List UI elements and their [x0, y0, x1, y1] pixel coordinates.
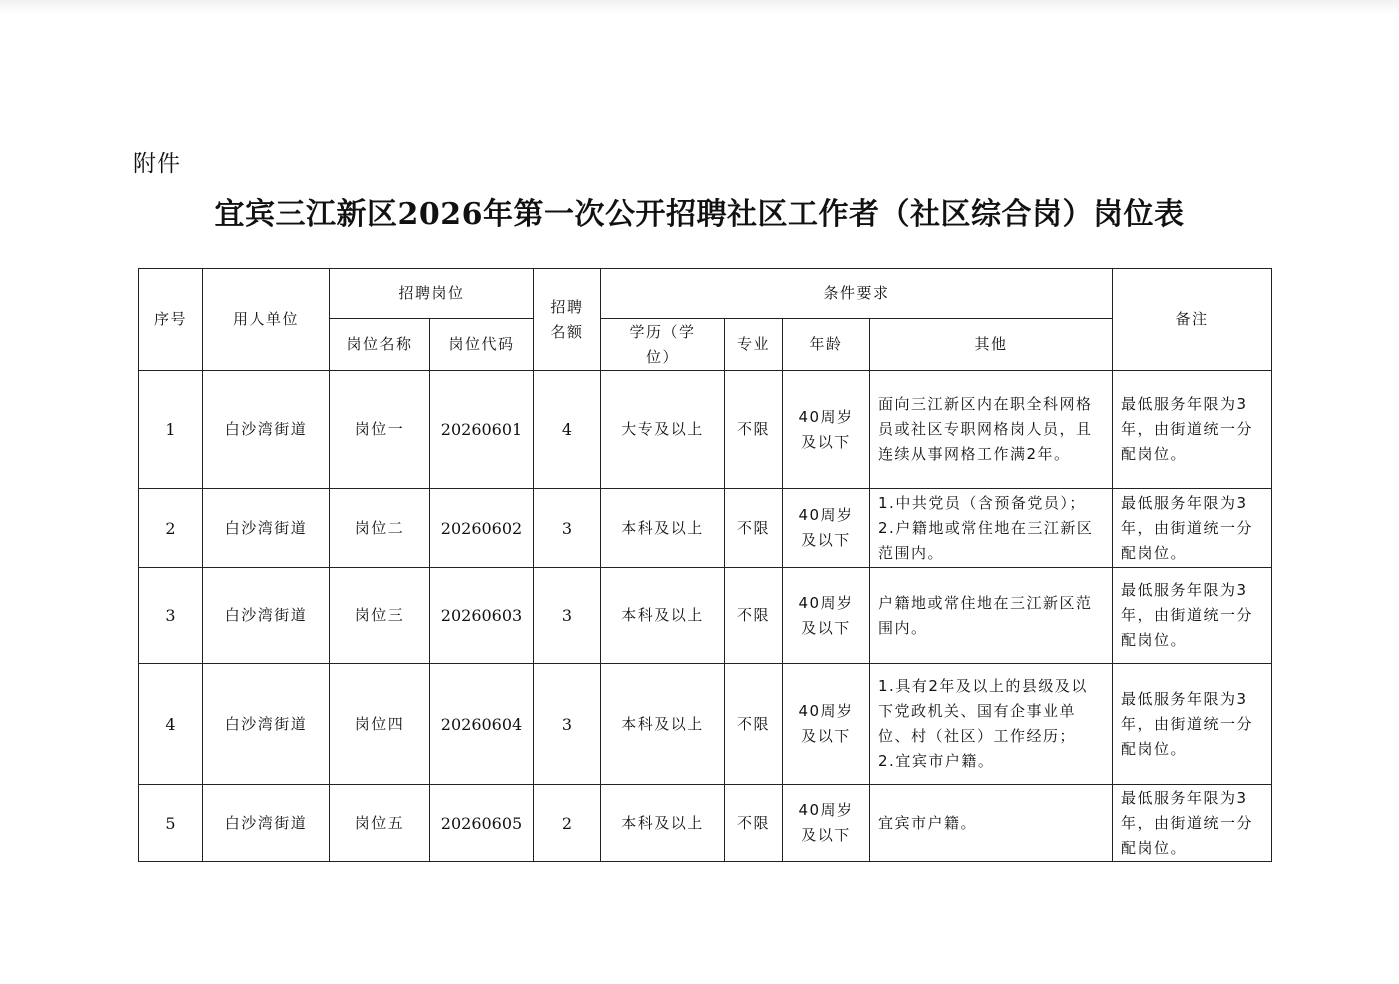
cell-age-text: 40周岁及以下 [798, 407, 854, 451]
cell-remarks: 最低服务年限为3年，由街道统一分配岗位。 [1113, 664, 1272, 785]
cell-employer: 白沙湾街道 [203, 568, 330, 664]
header-major: 专业 [725, 319, 783, 371]
cell-major: 不限 [725, 568, 783, 664]
cell-education: 本科及以上 [601, 568, 725, 664]
cell-other: 户籍地或常住地在三江新区范围内。 [870, 568, 1113, 664]
table-row [139, 489, 1272, 568]
cell-age [783, 489, 870, 568]
cell-quota: 2 [534, 785, 601, 862]
header-post-group: 招聘岗位 [330, 269, 534, 319]
cell-remarks: 最低服务年限为3年，由街道统一分配岗位。 [1113, 371, 1272, 489]
table-row [139, 371, 1272, 489]
cell-post-code: 20260605 [430, 785, 534, 862]
page-top-edge [0, 0, 1399, 14]
header-quota [534, 269, 601, 371]
cell-employer: 白沙湾街道 [203, 785, 330, 862]
cell-quota: 4 [534, 371, 601, 489]
cell-quota: 3 [534, 664, 601, 785]
header-employer: 用人单位 [203, 269, 330, 371]
cell-age [783, 664, 870, 785]
document-title: 宜宾三江新区2026年第一次公开招聘社区工作者（社区综合岗）岗位表 [214, 197, 1185, 232]
header-age: 年龄 [783, 319, 870, 371]
cell-employer: 白沙湾街道 [203, 371, 330, 489]
cell-education: 大专及以上 [601, 371, 725, 489]
header-row-1 [139, 269, 1272, 319]
cell-age [783, 568, 870, 664]
header-education-text: 学历（学位） [629, 322, 696, 366]
header-education [601, 319, 725, 371]
cell-age-text: 40周岁及以下 [798, 506, 854, 549]
cell-remarks: 最低服务年限为3年，由街道统一分配岗位。 [1113, 785, 1272, 862]
table-row [139, 568, 1272, 664]
header-other: 其他 [870, 319, 1113, 371]
cell-other: 面向三江新区内在职全科网格员或社区专职网格岗人员，且连续从事网格工作满2年。 [870, 371, 1113, 489]
cell-other: 1.中共党员（含预备党员）； 2.户籍地或常住地在三江新区范围内。 [870, 489, 1113, 568]
cell-post-name: 岗位一 [330, 371, 430, 489]
cell-major: 不限 [725, 371, 783, 489]
cell-remarks: 最低服务年限为3年，由街道统一分配岗位。 [1113, 489, 1272, 568]
cell-post-name: 岗位二 [330, 489, 430, 568]
cell-seq: 2 [139, 489, 203, 568]
cell-employer: 白沙湾街道 [203, 664, 330, 785]
cell-major: 不限 [725, 489, 783, 568]
header-remarks: 备注 [1113, 269, 1272, 371]
cell-education: 本科及以上 [601, 489, 725, 568]
cell-post-code: 20260603 [430, 568, 534, 664]
cell-other: 宜宾市户籍。 [870, 785, 1113, 862]
cell-post-code: 20260604 [430, 664, 534, 785]
header-quota-text: 招聘名额 [550, 297, 584, 341]
header-post-name: 岗位名称 [330, 319, 430, 371]
cell-major: 不限 [725, 785, 783, 862]
header-requirements: 条件要求 [601, 269, 1113, 319]
cell-age-text: 40周岁及以下 [798, 702, 854, 745]
cell-other: 1.具有2年及以上的县级及以下党政机关、国有企事业单位、村（社区）工作经历； 2.宜宾市户籍。 [870, 664, 1113, 785]
cell-post-name: 岗位四 [330, 664, 430, 785]
cell-quota: 3 [534, 489, 601, 568]
cell-seq: 3 [139, 568, 203, 664]
cell-post-code: 20260601 [430, 371, 534, 489]
cell-age [783, 785, 870, 862]
cell-major: 不限 [725, 664, 783, 785]
cell-age [783, 371, 870, 489]
header-seq: 序号 [139, 269, 203, 371]
table-row [139, 664, 1272, 785]
header-post-code: 岗位代码 [430, 319, 534, 371]
cell-age-text: 40周岁及以下 [798, 801, 854, 844]
cell-post-name: 岗位五 [330, 785, 430, 862]
cell-employer: 白沙湾街道 [203, 489, 330, 568]
table-row [139, 785, 1272, 862]
cell-age-text: 40周岁及以下 [798, 593, 854, 637]
cell-seq: 5 [139, 785, 203, 862]
cell-education: 本科及以上 [601, 664, 725, 785]
cell-quota: 3 [534, 568, 601, 664]
attachment-label: 附件 [133, 151, 181, 177]
positions-table [138, 268, 1272, 862]
cell-seq: 4 [139, 664, 203, 785]
cell-post-name: 岗位三 [330, 568, 430, 664]
cell-post-code: 20260602 [430, 489, 534, 568]
cell-remarks: 最低服务年限为3年，由街道统一分配岗位。 [1113, 568, 1272, 664]
cell-education: 本科及以上 [601, 785, 725, 862]
cell-seq: 1 [139, 371, 203, 489]
